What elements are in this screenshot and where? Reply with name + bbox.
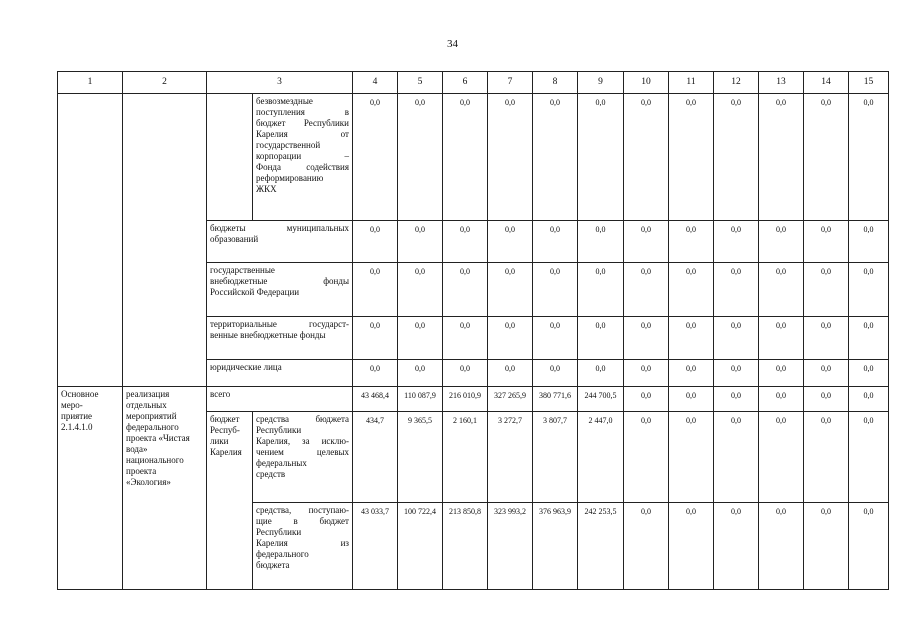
label-line: бюджета: [256, 560, 290, 570]
value-cell: 0,0: [669, 360, 714, 387]
header-cell: 9: [578, 72, 624, 94]
label-line: меро-: [61, 400, 83, 410]
value-cell: 0,0: [624, 263, 669, 317]
value-cell: 0,0: [759, 263, 804, 317]
value-cell: 0,0: [759, 221, 804, 263]
header-cell: 11: [669, 72, 714, 94]
value-cell: 380 771,6: [533, 387, 578, 412]
value-cell: 0,0: [804, 317, 849, 360]
measure-name: [123, 387, 207, 590]
header-cell: 15: [849, 72, 889, 94]
label-line: бюджет Республики: [256, 118, 349, 128]
header-cell: 12: [714, 72, 759, 94]
value-cell: 0,0: [849, 360, 889, 387]
budget-table: [57, 71, 889, 590]
value-cell: 0,0: [488, 94, 533, 221]
value-cell: 242 253,5: [578, 503, 624, 590]
header-cell: 1: [58, 72, 123, 94]
label-line: Республики: [256, 527, 302, 537]
value-cell: 0,0: [624, 221, 669, 263]
value-cell: 0,0: [759, 317, 804, 360]
label-line: юридические лица: [210, 362, 282, 372]
empty-cell: [123, 94, 207, 387]
value-cell: 0,0: [353, 360, 398, 387]
empty-cell: [207, 94, 253, 221]
header-cell: 5: [398, 72, 443, 94]
header-cell: 7: [488, 72, 533, 94]
value-cell: 323 993,2: [488, 503, 533, 590]
label-line: Карелия от: [256, 129, 349, 139]
label-line: государственной: [256, 140, 321, 150]
value-cell: 0,0: [578, 263, 624, 317]
label-line: Карелия, за исклю-: [256, 436, 349, 446]
value-cell: 43 033,7: [353, 503, 398, 590]
value-cell: 376 963,9: [533, 503, 578, 590]
value-cell: 0,0: [714, 221, 759, 263]
value-cell: 43 468,4: [353, 387, 398, 412]
value-cell: 0,0: [624, 94, 669, 221]
value-cell: 434,7: [353, 412, 398, 503]
value-cell: 0,0: [533, 317, 578, 360]
value-cell: 0,0: [533, 221, 578, 263]
value-cell: 0,0: [804, 94, 849, 221]
label-line: средств: [256, 469, 286, 479]
source-label: [207, 221, 353, 263]
label-line: поступления в: [256, 107, 349, 117]
value-cell: 0,0: [398, 360, 443, 387]
value-cell: 0,0: [353, 94, 398, 221]
source-label: [207, 317, 353, 360]
value-cell: 0,0: [624, 317, 669, 360]
label-line: проекта «Чистая: [126, 433, 190, 443]
value-cell: 0,0: [488, 317, 533, 360]
source-label: [207, 360, 353, 387]
value-cell: 0,0: [624, 387, 669, 412]
header-cell: 4: [353, 72, 398, 94]
value-cell: 2 447,0: [578, 412, 624, 503]
label-line: национального: [126, 455, 184, 465]
header-row: [58, 72, 889, 94]
value-cell: 0,0: [759, 360, 804, 387]
empty-cell: [58, 94, 123, 387]
value-cell: 0,0: [533, 360, 578, 387]
header-cell: 14: [804, 72, 849, 94]
value-cell: 0,0: [759, 503, 804, 590]
label-line: приятие: [61, 411, 93, 421]
label-line: Российской Федерации: [210, 287, 300, 297]
header-cell: 2: [123, 72, 207, 94]
total-label: всего: [207, 387, 353, 412]
value-cell: 0,0: [353, 317, 398, 360]
header-cell: 10: [624, 72, 669, 94]
value-cell: 0,0: [398, 317, 443, 360]
source-label: [253, 503, 353, 590]
value-cell: 0,0: [849, 94, 889, 221]
value-cell: 0,0: [804, 263, 849, 317]
source-label: [253, 94, 353, 221]
header-cell: 8: [533, 72, 578, 94]
label-line: бюджет: [210, 414, 240, 424]
label-line: Респуб-: [210, 425, 240, 435]
label-line: венные внебюджетные фонды: [210, 330, 326, 340]
value-cell: 0,0: [804, 360, 849, 387]
label-line: отдельных: [126, 400, 167, 410]
value-cell: 0,0: [759, 387, 804, 412]
value-cell: 0,0: [759, 94, 804, 221]
label-line: 2.1.4.1.0: [61, 422, 93, 432]
value-cell: 0,0: [578, 94, 624, 221]
value-cell: 0,0: [398, 221, 443, 263]
table-row: [58, 387, 889, 412]
value-cell: 0,0: [669, 263, 714, 317]
value-cell: 216 010,9: [443, 387, 488, 412]
value-cell: 0,0: [714, 503, 759, 590]
value-cell: 0,0: [443, 221, 488, 263]
label-line: территориальные государст-: [210, 319, 349, 329]
value-cell: 0,0: [624, 360, 669, 387]
value-cell: 0,0: [714, 360, 759, 387]
value-cell: 0,0: [669, 412, 714, 503]
table-row: [58, 94, 889, 221]
value-cell: 0,0: [849, 387, 889, 412]
label-line: реформированию: [256, 173, 324, 183]
value-cell: 0,0: [398, 263, 443, 317]
label-line: ЖКХ: [256, 184, 277, 194]
header-cell: 3: [207, 72, 353, 94]
value-cell: 244 700,5: [578, 387, 624, 412]
value-cell: 0,0: [714, 317, 759, 360]
value-cell: 0,0: [669, 503, 714, 590]
page-number: 34: [447, 38, 458, 50]
label-line: федерального: [126, 422, 179, 432]
value-cell: 0,0: [804, 221, 849, 263]
value-cell: 0,0: [624, 503, 669, 590]
value-cell: 0,0: [804, 412, 849, 503]
label-line: проекта: [126, 466, 157, 476]
value-cell: 0,0: [759, 412, 804, 503]
value-cell: 0,0: [849, 221, 889, 263]
value-cell: 0,0: [669, 317, 714, 360]
value-cell: 0,0: [804, 387, 849, 412]
label-line: федерального: [256, 549, 309, 559]
label-line: образований: [210, 234, 259, 244]
header-cell: 6: [443, 72, 488, 94]
value-cell: 0,0: [669, 94, 714, 221]
label-line: бюджеты муниципальных: [210, 223, 349, 233]
value-cell: 0,0: [533, 94, 578, 221]
value-cell: 0,0: [578, 317, 624, 360]
label-line: лики: [210, 436, 229, 446]
label-line: внебюджетные фонды: [210, 276, 349, 286]
value-cell: 0,0: [443, 317, 488, 360]
value-cell: 100 722,4: [398, 503, 443, 590]
value-cell: 0,0: [443, 94, 488, 221]
value-cell: 213 850,8: [443, 503, 488, 590]
value-cell: 3 272,7: [488, 412, 533, 503]
label-line: «Экология»: [126, 477, 171, 487]
label-line: Карелия: [210, 447, 242, 457]
label-line: вода»: [126, 444, 148, 454]
header-cell: 13: [759, 72, 804, 94]
label-line: безвозмездные: [256, 96, 313, 106]
value-cell: 0,0: [849, 263, 889, 317]
source-label: [253, 412, 353, 503]
label-line: мероприятий: [126, 411, 177, 421]
value-cell: 0,0: [714, 94, 759, 221]
label-line: корпорации –: [256, 151, 349, 161]
value-cell: 0,0: [714, 263, 759, 317]
label-line: Республики: [256, 425, 302, 435]
value-cell: 0,0: [443, 263, 488, 317]
value-cell: 0,0: [624, 412, 669, 503]
value-cell: 0,0: [533, 263, 578, 317]
value-cell: 0,0: [443, 360, 488, 387]
value-cell: 327 265,9: [488, 387, 533, 412]
label-line: Основное: [61, 389, 99, 399]
value-cell: 0,0: [353, 221, 398, 263]
value-cell: 0,0: [353, 263, 398, 317]
value-cell: 0,0: [804, 503, 849, 590]
value-cell: 0,0: [488, 263, 533, 317]
value-cell: 0,0: [849, 317, 889, 360]
value-cell: 9 365,5: [398, 412, 443, 503]
measure-code: [58, 387, 123, 590]
label-line: государственные: [210, 265, 275, 275]
budget-label: [207, 412, 253, 590]
label-line: средства, поступаю-: [256, 505, 349, 515]
label-line: щие в бюджет: [256, 516, 349, 526]
value-cell: 110 087,9: [398, 387, 443, 412]
label-line: Фонда содействия: [256, 162, 349, 172]
value-cell: 0,0: [849, 503, 889, 590]
label-line: Карелия из: [256, 538, 349, 548]
value-cell: 0,0: [669, 221, 714, 263]
label-line: реализация: [126, 389, 170, 399]
value-cell: 2 160,1: [443, 412, 488, 503]
label-line: федеральных: [256, 458, 307, 468]
value-cell: 0,0: [488, 221, 533, 263]
value-cell: 0,0: [669, 387, 714, 412]
value-cell: 0,0: [578, 221, 624, 263]
value-cell: 0,0: [578, 360, 624, 387]
label-line: чением целевых: [256, 447, 349, 457]
value-cell: 0,0: [488, 360, 533, 387]
label-line: средства бюджета: [256, 414, 349, 424]
value-cell: 0,0: [714, 412, 759, 503]
value-cell: 0,0: [714, 387, 759, 412]
source-label: [207, 263, 353, 317]
value-cell: 0,0: [849, 412, 889, 503]
value-cell: 3 807,7: [533, 412, 578, 503]
value-cell: 0,0: [398, 94, 443, 221]
